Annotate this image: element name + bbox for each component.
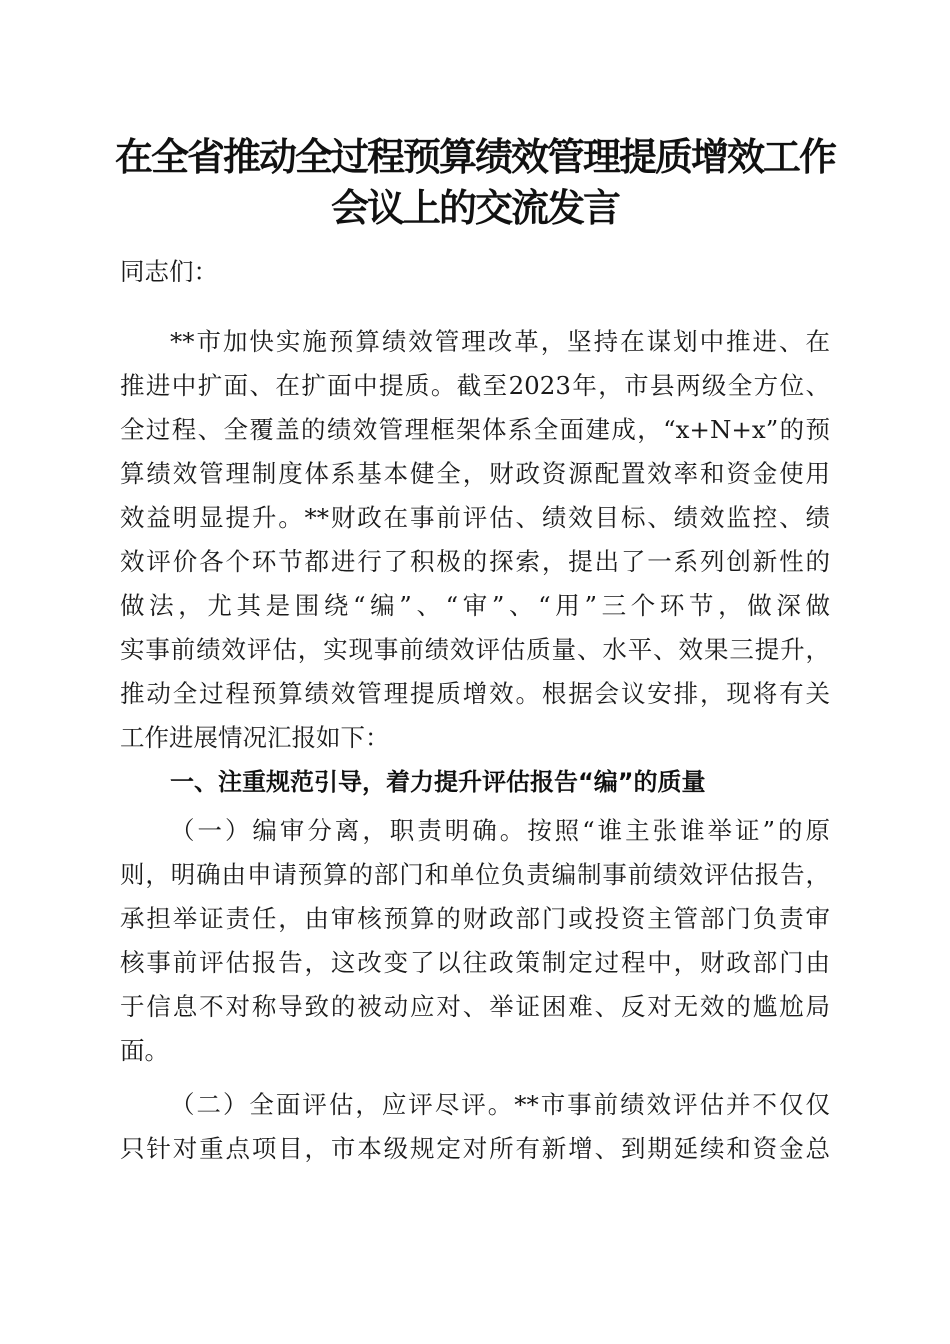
intro-paragraph-line: 推动全过程预算绩效管理提质增效。根据会议安排，现将有关 [120,679,830,708]
document-title-line-2: 会议上的交流发言 [330,185,619,230]
intro-paragraph-line: 实事前绩效评估，实现事前绩效评估质量、水平、效果三提升， [120,635,830,664]
intro-paragraph-line: 效益明显提升。**财政在事前评估、绩效目标、绩效监控、绩 [120,503,830,532]
document-title-line-1: 在全省推动全过程预算绩效管理提质增效工作 [114,134,835,179]
intro-paragraph-line: 效评价各个环节都进行了积极的探索，提出了一系列创新性的 [120,547,830,576]
subsection-2-line: （二）全面评估，应评尽评。**市事前绩效评估并不仅仅 [170,1090,830,1119]
subsection-1-line: 则，明确由申请预算的部门和单位负责编制事前绩效评估报告， [120,860,830,889]
intro-paragraph-line: 算绩效管理制度体系基本健全，财政资源配置效率和资金使用 [120,459,830,488]
subsection-1-line: 核事前评估报告，这改变了以往政策制定过程中，财政部门由 [120,948,830,977]
subsection-2-line: 只针对重点项目，市本级规定对所有新增、到期延续和资金总 [120,1134,830,1163]
intro-paragraph-line: 全过程、全覆盖的绩效管理框架体系全面建成，“x+N+x”的预 [120,415,830,444]
subsection-1-line: 于信息不对称导致的被动应对、举证困难、反对无效的尴尬局 [120,992,830,1021]
subsection-1-line: （一）编审分离，职责明确。按照“谁主张谁举证”的原 [170,816,830,845]
subsection-1-line: 承担举证责任，由审核预算的财政部门或投资主管部门负责审 [120,904,830,933]
intro-paragraph-line: 做法，尤其是围绕“编”、“审”、“用”三个环节，做深做 [120,591,830,620]
intro-paragraph-line: 工作进展情况汇报如下： [120,723,390,752]
section-heading-1: 一、注重规范引导，着力提升评估报告“编”的质量 [170,768,706,796]
subsection-1-line: 面。 [120,1036,169,1065]
intro-paragraph-line: 推进中扩面、在扩面中提质。截至2023年，市县两级全方位、 [120,371,830,400]
intro-paragraph-line: **市加快实施预算绩效管理改革，坚持在谋划中推进、在 [170,327,830,356]
salutation: 同志们： [120,257,218,286]
